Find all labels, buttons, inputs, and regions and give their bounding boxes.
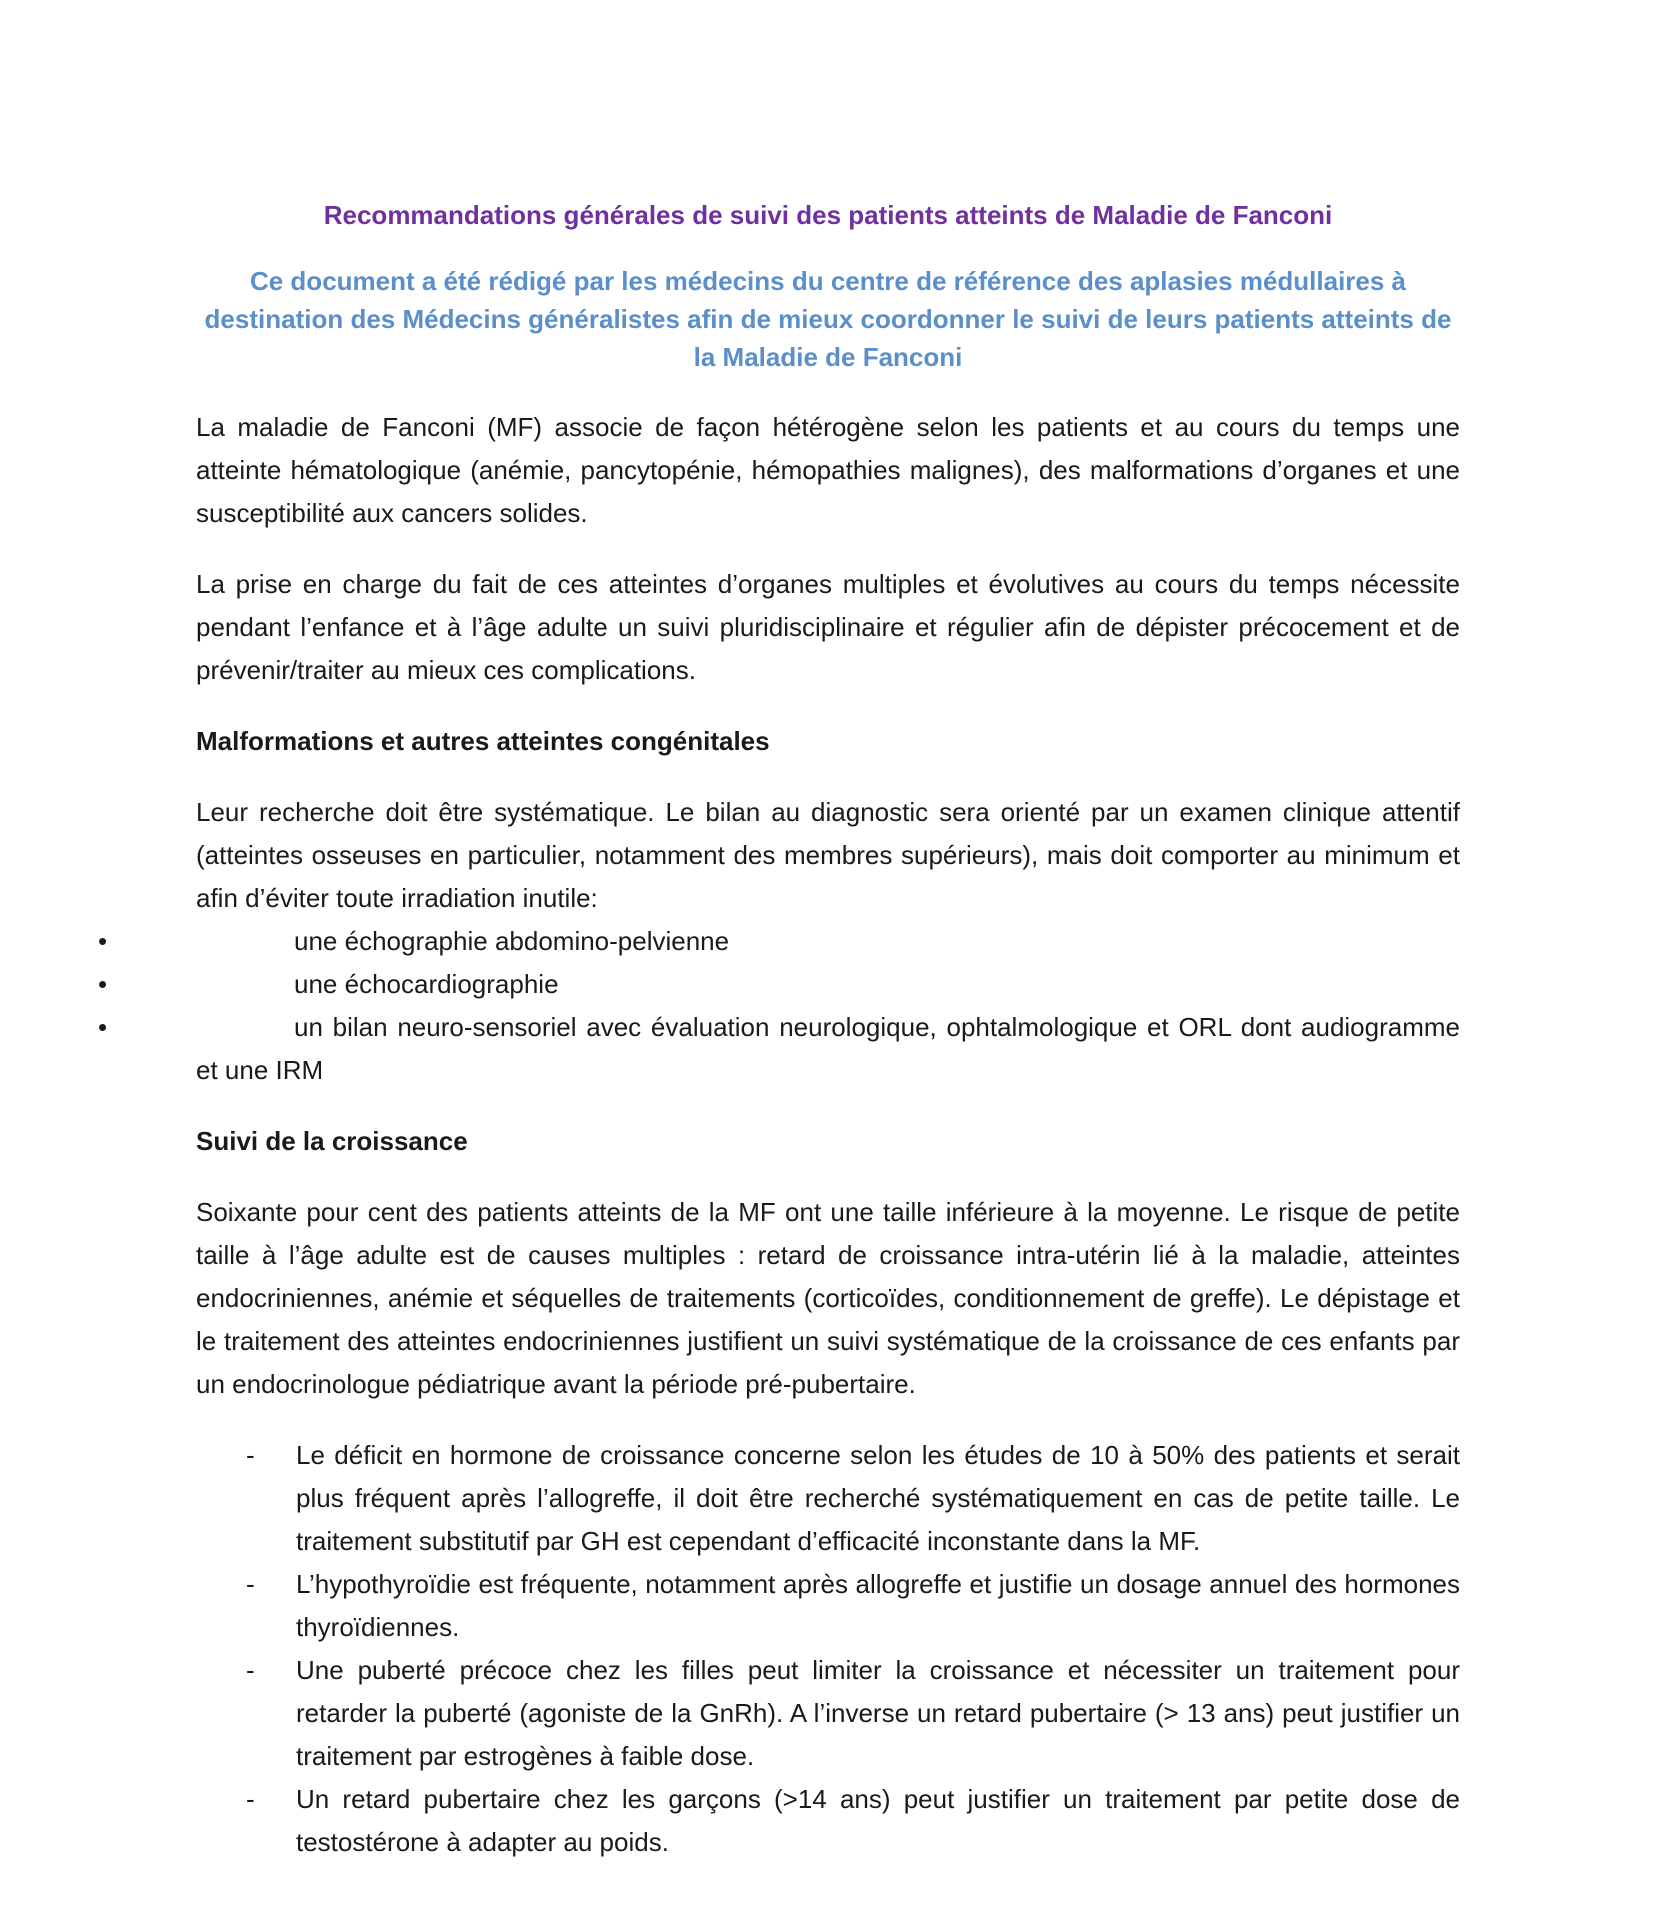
malformations-bullet-list [98, 920, 1460, 1092]
list-item-text: une échocardiographie [294, 969, 559, 999]
list-item-text: Une puberté précoce chez les filles peut limiter la croissance et nécessiter un traitement pour retarder la puberté (agoniste de la GnRh). A l’inverse un retard pubertaire (> 13 ans) peut justifier un traitement par estrogènes à faible dose. [296, 1655, 1460, 1771]
list-item [196, 1563, 1460, 1649]
list-item [196, 1649, 1460, 1778]
list-item [196, 1434, 1460, 1563]
document-title: Recommandations générales de suivi des patients atteints de Maladie de Fanconi [323, 200, 1333, 230]
list-item-text: Un retard pubertaire chez les garçons (>14 ans) peut justifier un traitement par petite dose de testostérone à adapter au poids. [296, 1784, 1460, 1857]
list-item-text: L’hypothyroïdie est fréquente, notamment après allogreffe et justifie un dosage annuel des hormones thyroïdiennes. [296, 1569, 1460, 1642]
list-item-text: Le déficit en hormone de croissance concerne selon les études de 10 à 50% des patients et serait plus fréquent après l’allogreffe, il doit être recherché systématiquement en cas de petite taille. Le traitement substitutif par GH est cependant d’efficacité inconstante dans la MF. [296, 1440, 1460, 1556]
list-item [98, 1006, 1460, 1092]
bullet-icon: • [98, 1012, 108, 1042]
dash-icon: - [246, 1440, 255, 1470]
croissance-dash-list [196, 1434, 1460, 1864]
dash-icon: - [246, 1655, 255, 1685]
bullet-icon: • [98, 926, 108, 956]
list-item [196, 1778, 1460, 1864]
croissance-paragraph: Soixante pour cent des patients atteints de la MF ont une taille inférieure à la moyenne. Le risque de petite taille à l’âge adulte est de causes multiples : retard de croissance intra-utérin lié à la maladie, atteintes endocriniennes, anémie et séquelles de traitements (corticoïdes, conditionnement de greffe). Le dépistage et le traitement des atteintes endocriniennes justifient un suivi systématique de la croissance de ces enfants par un endocrinologue pédiatrique avant la période pré-pubertaire. [196, 1197, 1460, 1399]
malformations-paragraph: Leur recherche doit être systématique. Le bilan au diagnostic sera orienté par un examen clinique attentif (atteintes osseuses en particulier, notamment des membres supérieurs), mais doit comporter au minimum et afin d’éviter toute irradiation inutile: [196, 797, 1460, 913]
list-item-text: un bilan neuro-sensoriel avec évaluation neurologique, ophtalmologique et ORL dont audiogramme et une IRM [196, 1012, 1460, 1085]
section-heading-croissance: Suivi de la croissance [196, 1126, 468, 1156]
dash-icon: - [246, 1569, 255, 1599]
intro-paragraph-2: La prise en charge du fait de ces atteintes d’organes multiples et évolutives au cours du temps nécessite pendant l’enfance et à l’âge adulte un suivi pluridisciplinaire et régulier afin de dépister précocement et de prévenir/traiter au mieux ces complications. [196, 569, 1460, 685]
bullet-icon: • [98, 969, 108, 999]
intro-paragraph-1: La maladie de Fanconi (MF) associe de façon hétérogène selon les patients et au cours du temps une atteinte hématologique (anémie, pancytopénie, hémopathies malignes), des malformations d’organes et une susceptibilité aux cancers solides. [196, 412, 1460, 528]
document-page [98, 196, 1460, 1864]
list-item-text: une échographie abdomino-pelvienne [294, 926, 730, 956]
list-item [98, 920, 1460, 963]
dash-icon: - [246, 1784, 255, 1814]
document-subtitle: Ce document a été rédigé par les médecins du centre de référence des aplasies médullaires à destination des Médecins généralistes afin de mieux coordonner le suivi de leurs patients atteints de la Maladie de Fanconi [204, 266, 1452, 372]
list-item [98, 963, 1460, 1006]
section-heading-malformations: Malformations et autres atteintes congénitales [196, 726, 770, 756]
